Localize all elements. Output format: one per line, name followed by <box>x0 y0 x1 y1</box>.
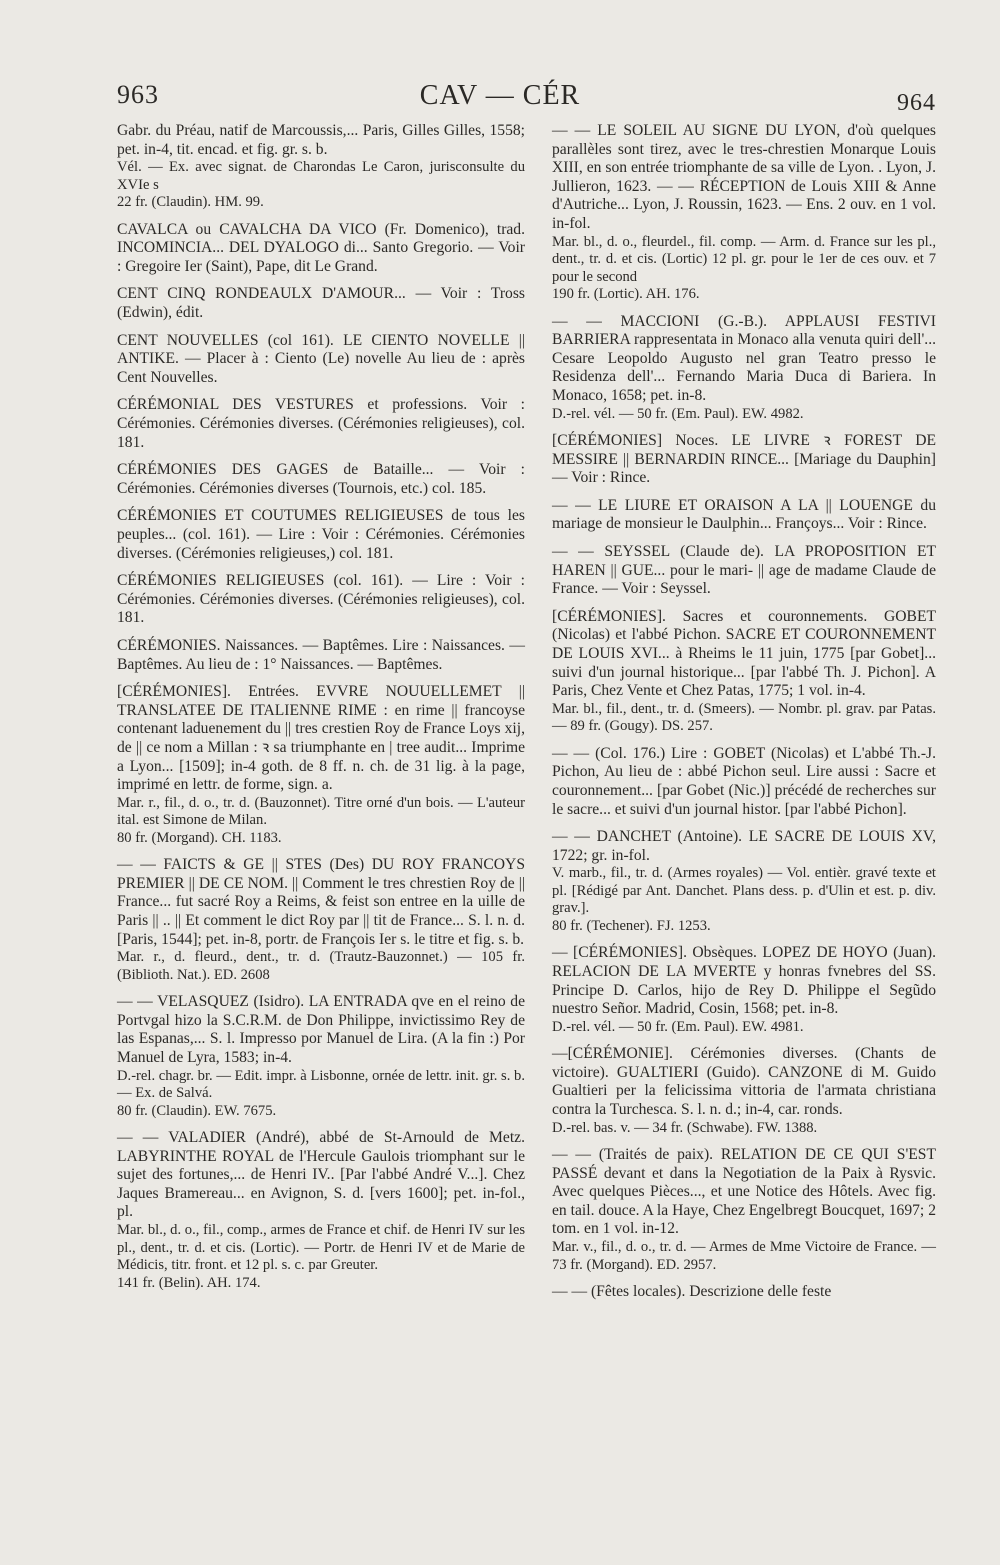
entry-text: CÉRÉMONIES DES GAGES de Bataille... — Voir : Cérémonies. Cérémonies diverses (Tournois, etc.) col. 185. <box>117 461 525 497</box>
bibliography-entry <box>117 122 525 212</box>
left-page-number: 963 <box>117 80 159 109</box>
running-title: CAV — CÉR <box>419 80 581 111</box>
entry-text: [CÉRÉMONIES]. Sacres et couronnements. GOBET (Nicolas) et l'abbé Pichon. SACRE ET COURONNEMENT DE LOUIS XVI... à Rheims le 11 juin, 1775 [par Gobet]... suivi d'un journal historique... [par l'abbé Th. J. Pichon]. A Paris, Chez Vente et Chez Patas, 1775; 1 vol. in-4. <box>552 607 936 700</box>
bibliography-entry <box>552 828 936 935</box>
entry-note: 190 fr. (Lortic). AH. 176. <box>552 286 700 303</box>
entry-text: [CÉRÉMONIES]. Entrées. EVVRE NOUUELLEMET || TRANSLATEE DE ITALIENNE RIME : en rime || francoyse contenant laduenement du || tres crestien Roy de France Loys xij, de || ce nom a Millan : ꝛ sa triumphante en | tree audit... Imprime a Lyon... [1509]; in-4 goth. de 8 ff. n. ch. de 31 lig. à la page, imprimé en lettr. de forme, sign. a. <box>117 683 525 794</box>
bibliography-entry <box>117 1129 525 1292</box>
entry-text: Gabr. du Préau, natif de Marcoussis,... Paris, Gilles Gilles, 1558; pet. in-4, tit. encad. et fig. gr. s. b. <box>117 122 525 158</box>
entry-note: Mar. bl., d. o., fleurdel., fil. comp. — Arm. d. France sur les pl., dent., tr. d. et cis. (Lortic) 12 pl. gr. pour le 1er de ces ouv. et 7 pour le second <box>552 233 936 285</box>
entry-note: D.-rel. vél. — 50 fr. (Em. Paul). EW. 4982. <box>552 405 804 422</box>
entry-text: — — (Traités de paix). RELATION DE CE QUI S'EST PASSÉ devant et dans la Negotiation de la Paix à Rysvic. Avec quelques Pièces..., et une Notice des Hôtels. Avec fig. en tail. douce. A la Haye, Chez Engelbregt Boucquet, 1697; 2 tom. en 1 vol. in-12. <box>552 1146 936 1238</box>
entry-note: D.-rel. vél. — 50 fr. (Em. Paul). EW. 4981. <box>552 1018 804 1035</box>
entry-note: Mar. r., d. fleurd., dent., tr. d. (Trautz-Bauzonnet.) — 105 fr. (Biblioth. Nat.). ED. 2608 <box>117 949 525 983</box>
bibliography-entry <box>117 461 525 498</box>
entry-note: Mar. bl., d. o., fil., comp., armes de France et chif. de Henri IV sur les pl., dent., tr. d. et cis. (Lortic). — Portr. de Henri IV et de Marie de Médicis, titr. front. et 12 pl. s. c. par Greuter. <box>117 1222 525 1274</box>
entry-text: — — LE LIURE ET ORAISON A LA || LOUENGE du mariage de monsieur le Daulphin... Françoys... Voir : Rince. <box>552 496 936 533</box>
entry-note: 80 fr. (Techener). FJ. 1253. <box>552 917 711 934</box>
entry-text: — — LE SOLEIL AU SIGNE DU LYON, d'où quelques parallèles sont tirez, avec le tres-chrestien Monarque Louis XIII, en son entrée triomphante de sa ville de Lyon. . Lyon, J. Jullieron, 1623. — — RÉCEPTION de Louis XIII & Anne d'Autriche... Lyon, J. Roussin, 1623. — Ens. 2 ouv. en 1 vol. in-fol. <box>552 122 936 232</box>
entry-text: —[CÉRÉMONIE]. Cérémonies diverses. (Chants de victoire). GUALTIERI (Guido). CANZONE di M. Guido Gualtieri per la felicissima vittoria de l'armata christiana contra la Turchesca. S. l. n. d.; in-4, car. ronds. <box>552 1045 936 1118</box>
bibliography-entry <box>117 396 525 452</box>
entry-note: V. marb., fil., tr. d. (Armes royales) — Vol. entièr. gravé texte et pl. [Rédigé par Ant. Danchet. Plans dess. p. d'Ulin et est. p. div. grav.]. <box>552 865 936 917</box>
entry-text: — — SEYSSEL (Claude de). LA PROPOSITION ET HAREN || GUE... pour le mari- || age de madame Claude de France. — Voir : Seyssel. <box>552 543 936 598</box>
entry-note: Mar. r., fil., d. o., tr. d. (Bauzonnet). Titre orné d'un bois. — L'auteur ital. est Simone de Milan. <box>117 794 525 829</box>
entry-note: Mar. v., fil., d. o., tr. d. — Armes de Mme Victoire de France. — 73 fr. (Morgand). ED. 2957. <box>552 1239 936 1273</box>
entry-text: — — (Col. 176.) Lire : GOBET (Nicolas) et L'abbé Th.-J. Pichon, Au lieu de : abbé Pichon seul. Lire aussi : Sacre et couronnement... [par Gobet (Nic.)] précédé de recherches sur le sacre... et suivi d'un journal histor. [par l'abbé Pichon]. <box>552 744 936 818</box>
entry-text: — — MACCIONI (G.-B.). APPLAUSI FESTIVI BARRIERA rappresentata in Monaco alla venuta quiri dell'... Cesare Leopoldo Augusto nel gran Teatro presso le Residenza dell'... Fernando Maria Duca di Bariera. In Monaco, 1658; pet. in-8. <box>552 312 936 404</box>
entry-text: [CÉRÉMONIES] Noces. LE LIVRE ꝛ FOREST DE MESSIRE || BERNARDIN RINCE... [Mariage du Dauphin] — Voir : Rince. <box>552 432 936 487</box>
right-page-number: 964 <box>897 90 936 116</box>
bibliography-entry <box>552 122 936 304</box>
bibliography-entry <box>117 856 525 984</box>
bibliography-entry <box>117 637 525 674</box>
entry-note: D.-rel. bas. v. — 34 fr. (Schwabe). FW. 1388. <box>552 1119 818 1136</box>
bibliography-entry <box>552 313 936 423</box>
bibliography-entry <box>552 745 936 819</box>
bibliography-entry <box>552 432 936 488</box>
entry-text: — — FAICTS & GE || STES (Des) DU ROY FRANCOYS PREMIER || DE CE NOM. || Comment le tres chrestien Roy de || France... fut sacré Roy a Reims, & feist son entree en la uille de Paris || .. || Et comment le dict Roy par || tit de France... S. l. n. d. [Paris, 1544]; pet. in-8, portr. de François Ier s. le titre et fig. s. b. <box>117 856 525 948</box>
left-column <box>117 122 525 1301</box>
entry-text: — — VALADIER (André), abbé de St-Arnould de Metz. LABYRINTHE ROYAL de l'Hercule Gaulois triomphant sur le sujet des fortunes,... de Henri IV.. [Par l'abbé André V...]. Chez Jaques Bramereau... en Avignon, S. d. [vers 1600]; pet. in-fol., pl. <box>117 1129 525 1221</box>
entry-text: CAVALCA ou CAVALCHA DA VICO (Fr. Domenico), trad. INCOMINCIA... DEL DYALOGO di... Santo Gregorio. — Voir : Gregoire Ier (Saint), Pape, dit Le Grand. <box>117 220 525 275</box>
bibliography-entry <box>552 608 936 736</box>
bibliography-entry <box>552 1146 936 1274</box>
entry-note: Mar. bl., fil., dent., tr. d. (Smeers). — Nombr. pl. grav. par Patas. — 89 fr. (Gougy). DS. 257. <box>552 700 936 735</box>
bibliography-entry <box>552 1283 936 1302</box>
entry-note: 80 fr. (Claudin). EW. 7675. <box>117 1102 277 1119</box>
entry-text: CENT NOUVELLES (col 161). LE CIENTO NOVELLE || ANTIKE. — Placer à : Ciento (Le) novelle Au lieu de : après Cent Nouvelles. <box>117 331 525 386</box>
bibliography-entry <box>552 497 936 534</box>
entry-note: 141 fr. (Belin). AH. 174. <box>117 1274 261 1291</box>
bibliography-entry <box>552 543 936 599</box>
entry-note: 22 fr. (Claudin). HM. 99. <box>117 194 264 211</box>
bibliography-entry <box>117 507 525 563</box>
bibliography-entry <box>117 683 525 847</box>
entry-text: CÉRÉMONIES ET COUTUMES RELIGIEUSES de tous les peuples... (col. 161). — Lire : Voir : Cérémonies. Cérémonies diverses. (Cérémonies religieuses,) col. 181. <box>117 507 525 562</box>
entry-text: CENT CINQ RONDEAULX D'AMOUR... — Voir : Tross (Edwin), édit. <box>117 285 525 322</box>
entry-text: — — VELASQUEZ (Isidro). LA ENTRADA qve en el reino de Portvgal hizo la S.C.R.M. de Don Philippe, invictissimo Rey de las Espanas,... S. l. Impresso por Manuel de Lira. (A la fin :) Por Manuel de Lyra, 1583; in-4. <box>117 993 525 1066</box>
entry-text: CÉRÉMONIES RELIGIEUSES (col. 161). — Lire : Voir : Cérémonies. Cérémonies diverses. (Cérémonies religieuses), col. 181. <box>117 572 525 627</box>
entry-text: CÉRÉMONIAL DES VESTURES et professions. Voir : Cérémonies. Cérémonies diverses. (Cérémonies religieuses), col. 181. <box>117 396 525 451</box>
entry-text: CÉRÉMONIES. Naissances. — Baptêmes. Lire : Naissances. — Baptêmes. Au lieu de : 1° Naissances. — Baptêmes. <box>117 636 525 673</box>
bibliography-entry <box>117 572 525 628</box>
entry-text: — [CÉRÉMONIES]. Obsèques. LOPEZ DE HOYO (Juan). RELACION DE LA MVERTE y honras fvnebres del SS. Principe D. Carlos, hijo de Rey D. Philippe el Segũdo nuestro Señor. Madrid, Cosin, 1568; pet. in-8. <box>552 944 936 1018</box>
bibliography-entry <box>117 332 525 388</box>
entry-note: Vél. — Ex. avec signat. de Charondas Le Caron, jurisconsulte du XVIe s <box>117 159 525 193</box>
bibliography-entry <box>117 993 525 1120</box>
bibliography-entry <box>552 1045 936 1137</box>
entry-text: — — DANCHET (Antoine). LE SACRE DE LOUIS XV, 1722; gr. in-fol. <box>552 828 936 864</box>
bibliography-entry <box>117 221 525 277</box>
right-column <box>552 122 936 1311</box>
entry-note: D.-rel. chagr. br. — Edit. impr. à Lisbonne, ornée de lettr. init. gr. s. b. — Ex. de Salvá. <box>117 1067 525 1102</box>
entry-note: 80 fr. (Morgand). CH. 1183. <box>117 829 282 846</box>
entry-text: — — (Fêtes locales). Descrizione delle feste <box>552 1283 832 1301</box>
bibliography-entry <box>117 285 525 322</box>
bibliography-entry <box>552 944 936 1036</box>
